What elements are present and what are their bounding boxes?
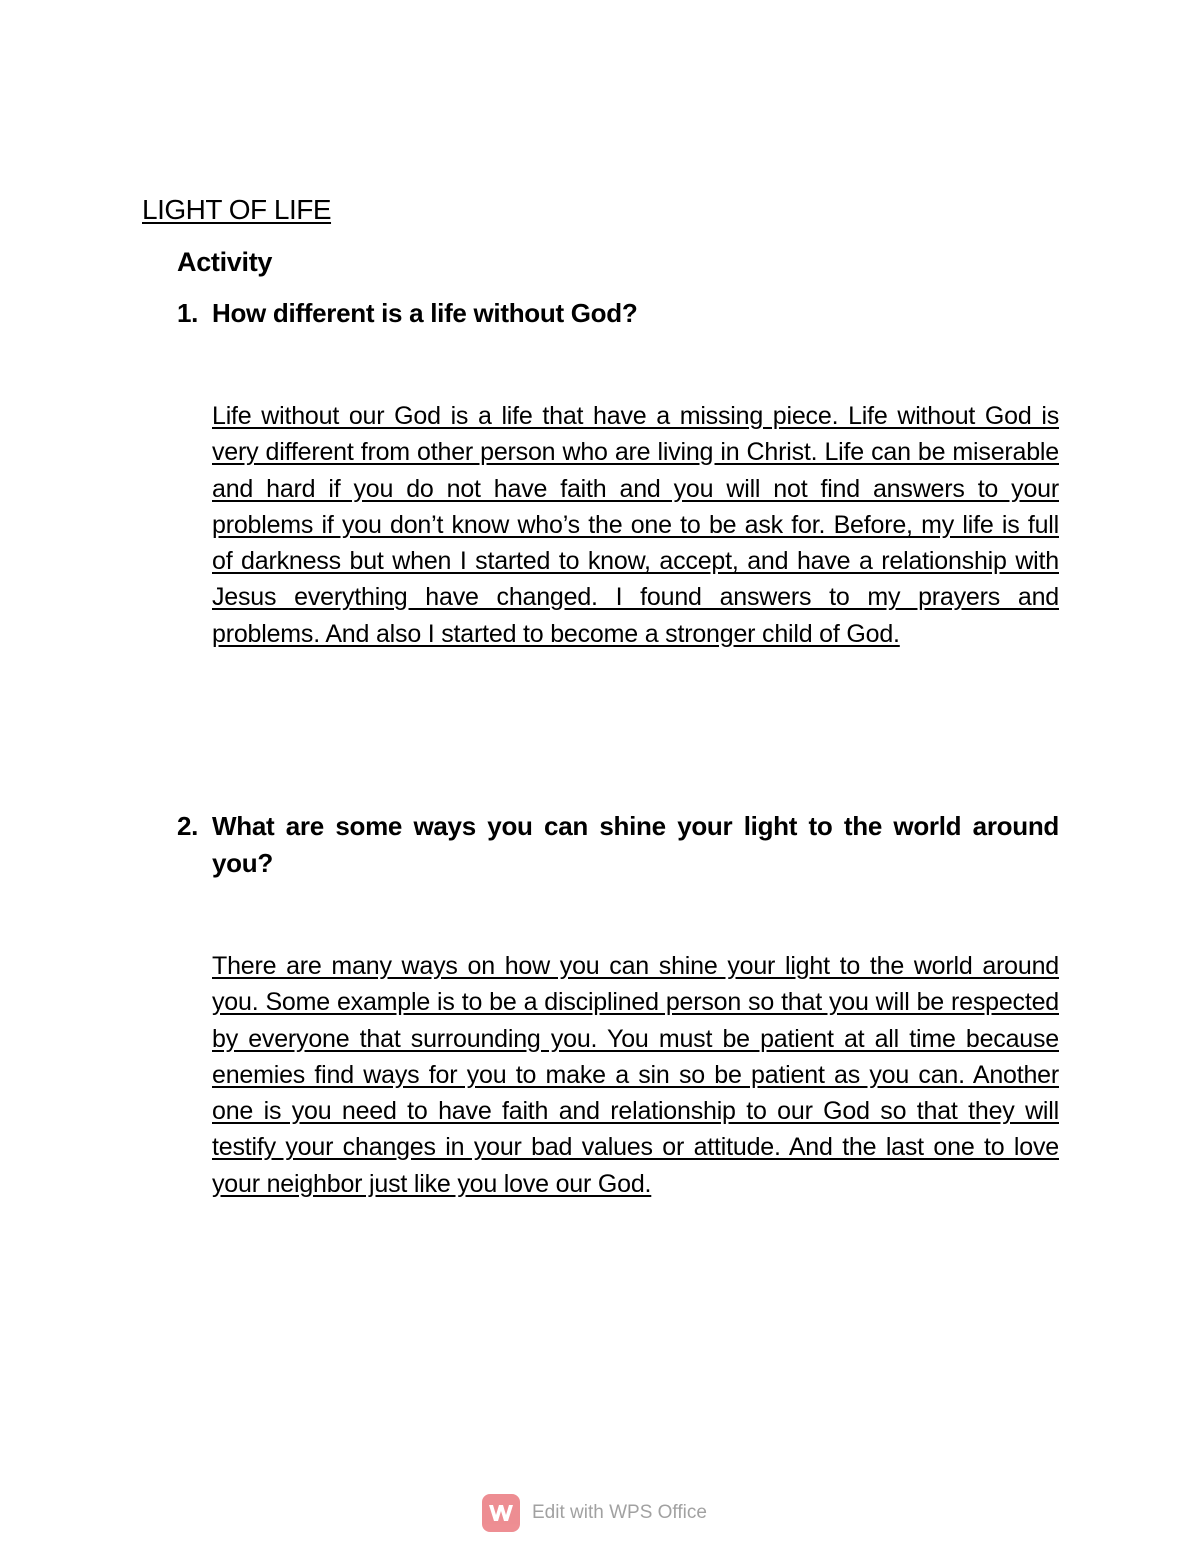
- document-title: LIGHT OF LIFE: [142, 194, 332, 225]
- question-number: 1.: [177, 298, 199, 328]
- watermark-text: Edit with WPS Office: [532, 1502, 707, 1523]
- question-2: [177, 808, 1059, 882]
- answer-2: There are many ways on how you can shine your light to the world around you. Some example is to be a disciplined person so that you will be respected by everyone that surrounding you. You must be patient at all time because enemies find ways for you to make a sin so be patient as you can. Another one is you need to have faith and relationship to our God so that they will testify your changes in your bad values or attitude. And the last one to love your neighbor just like you love our God.: [212, 952, 1059, 1198]
- question-1: [177, 295, 1059, 332]
- wps-watermark: [482, 1494, 707, 1532]
- question-text: How different is a life without God?: [212, 298, 638, 328]
- question-text: What are some ways you can shine your light to the world around you?: [212, 811, 1059, 878]
- question-number: 2.: [177, 811, 199, 841]
- section-label: Activity: [177, 247, 273, 277]
- answer-1: Life without our God is a life that have a missing piece. Life without God is very different from other person who are living in Christ. Life can be miserable and hard if you do not have faith and you will not find answers to your problems if you don’t know who’s the one to be ask for. Before, my life is full of darkness but when I started to know, accept, and have a relationship with Jesus everything have changed. I found answers to my prayers and problems. And also I started to become a stronger child of God.: [212, 402, 1059, 648]
- wps-logo-icon: [482, 1494, 520, 1532]
